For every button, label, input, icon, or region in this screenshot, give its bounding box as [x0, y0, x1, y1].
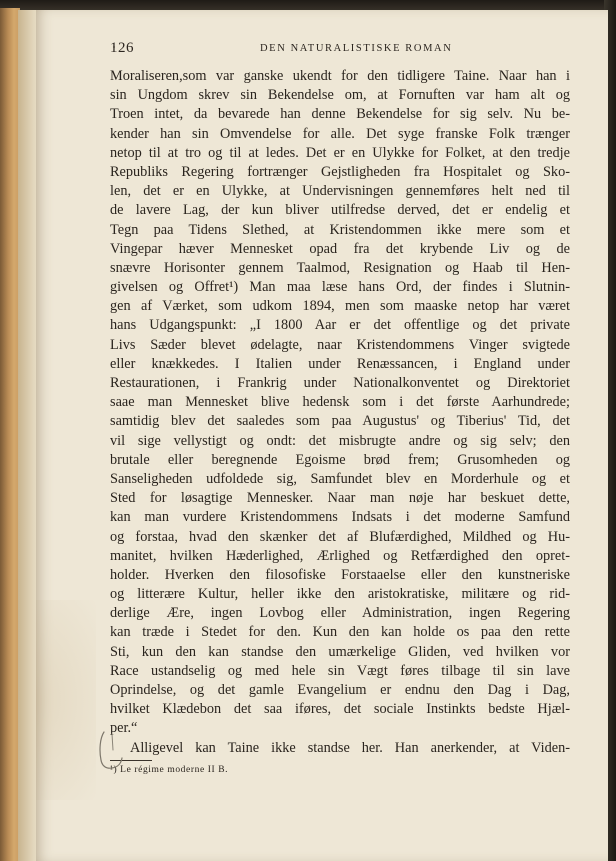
text-line: sin Ungdom skrev sin Bekendelse om, at Fornuften var ham alt og [110, 87, 570, 104]
text-line: len, det er en Ulykke, at Undervisningen gennemføres helt ned til [110, 183, 570, 200]
text-line: kan man vurdere Kristendommens Indsats i det moderne Samfund [110, 509, 570, 526]
text-line: Restaurationen, i Frankrig under Nationalkonventet og Direktoriet [110, 375, 570, 391]
text-line: holder. Hverken den filosofiske Forstaaelse eller den kunstneriske [110, 566, 570, 583]
text-line: kender han sin Omvendelse for alle. Det syge franske Folk trænger [110, 125, 570, 142]
text-line: eller knækkedes. I Italien under Renæssancen, i England under [110, 355, 570, 372]
running-title: DEN NATURALISTISKE ROMAN [260, 43, 453, 54]
text-line: per.“ [110, 720, 138, 737]
text-line: hvilket Klædebon det saa iføres, det sociale Instinkts bedste Hjæl- [110, 701, 570, 718]
text-line: Tegn paa Tidens Slethed, at Kristendommen ikke mere som et [110, 221, 570, 238]
text-line: vil sige vellystigt og ondt: det misbrugte andre og sig selv; den [110, 432, 570, 449]
text-line: Vingepar hæver Mennesket opad fra det krybende Liv og de [110, 240, 570, 257]
text-line: Alligevel kan Taine ikke standse her. Han anerkender, at Viden- [130, 739, 570, 756]
text-line: Race ustandselig og med hele sin Vægt føres tilbage til sin lave [110, 662, 570, 679]
text-line: samtidig blev det saaledes som paa Augustus' og Tiberius' Tid, det [110, 413, 570, 430]
text-line: Sted for løsagtige Mennesker. Naar man nøje har beskuet dette, [110, 490, 570, 507]
text-line: Sti, kun den kan standse den umærkelige Gliden, ved hvilken vor [110, 643, 570, 660]
page-header [110, 40, 570, 60]
text-line: brutale eller beregnende Egoisme brød frem; Grusomheden og [110, 451, 570, 468]
footnote: ¹) Le régime moderne II B. [110, 765, 229, 775]
text-line: saae man Mennesket blive hedensk som i det første Aarhundrede; [110, 394, 570, 411]
text-line: Republiks Regering fortrænger Gejstligheden fra Hospitalet og Sko- [110, 163, 570, 180]
body-text [110, 67, 570, 758]
text-line: Oprindelse, og det gamle Evangelium er endnu den Dag i Dag, [110, 682, 570, 698]
text-line: de lavere Lag, der kun bliver utilfredse derved, det er endelig et [110, 202, 570, 219]
text-line: Moraliseren,som var ganske ukendt for den tidligere Taine. Naar han i [110, 68, 570, 84]
text-line: manitet, hvilken Hæderlighed, Ærlighed og Retfærdighed den opret- [110, 547, 570, 564]
text-line: gen af Værket, som udkom 1894, men som maaske netop har været [110, 298, 570, 315]
page-number: 126 [110, 40, 134, 56]
pencil-bracket-mark [90, 728, 126, 774]
text-line: Troen intet, da bevarede han denne Bekendelse for sig selv. Nu be- [110, 106, 570, 123]
book-binding [0, 8, 20, 861]
text-line: og forstaa, hvad den skænker det af Blufærdighed, Mildhed og Hu- [110, 528, 570, 545]
text-line: og litterære Kultur, heller ikke den aristokratiske, militære og rid- [110, 586, 570, 603]
text-line: snævre Horisonter gennem Taalmod, Resignation og Haab til Hen- [110, 259, 570, 276]
text-line: Sanseligheden udfoldede sig, Samfundet blev en Morderhule og et [110, 470, 570, 487]
text-line: Livs Sæder blevet ødelagte, naar Kristendommens Vinger svigtede [110, 336, 570, 353]
text-line: netop til at tro og til at ledes. Det er en Ulykke for Folket, at den tredje [110, 144, 570, 161]
text-line: hans Udgangspunkt: „I 1800 Aar er det offentlige og det private [110, 317, 570, 334]
text-line: kan træde i Stedet for den. Kun den kan holde os paa den rette [110, 624, 570, 641]
text-line: givelsen og Offret¹) Man maa læse hans Ord, der findes i Slutnin- [110, 279, 570, 296]
text-line: derlige Ære, ingen Lovbog eller Administration, ingen Regering [110, 605, 570, 622]
